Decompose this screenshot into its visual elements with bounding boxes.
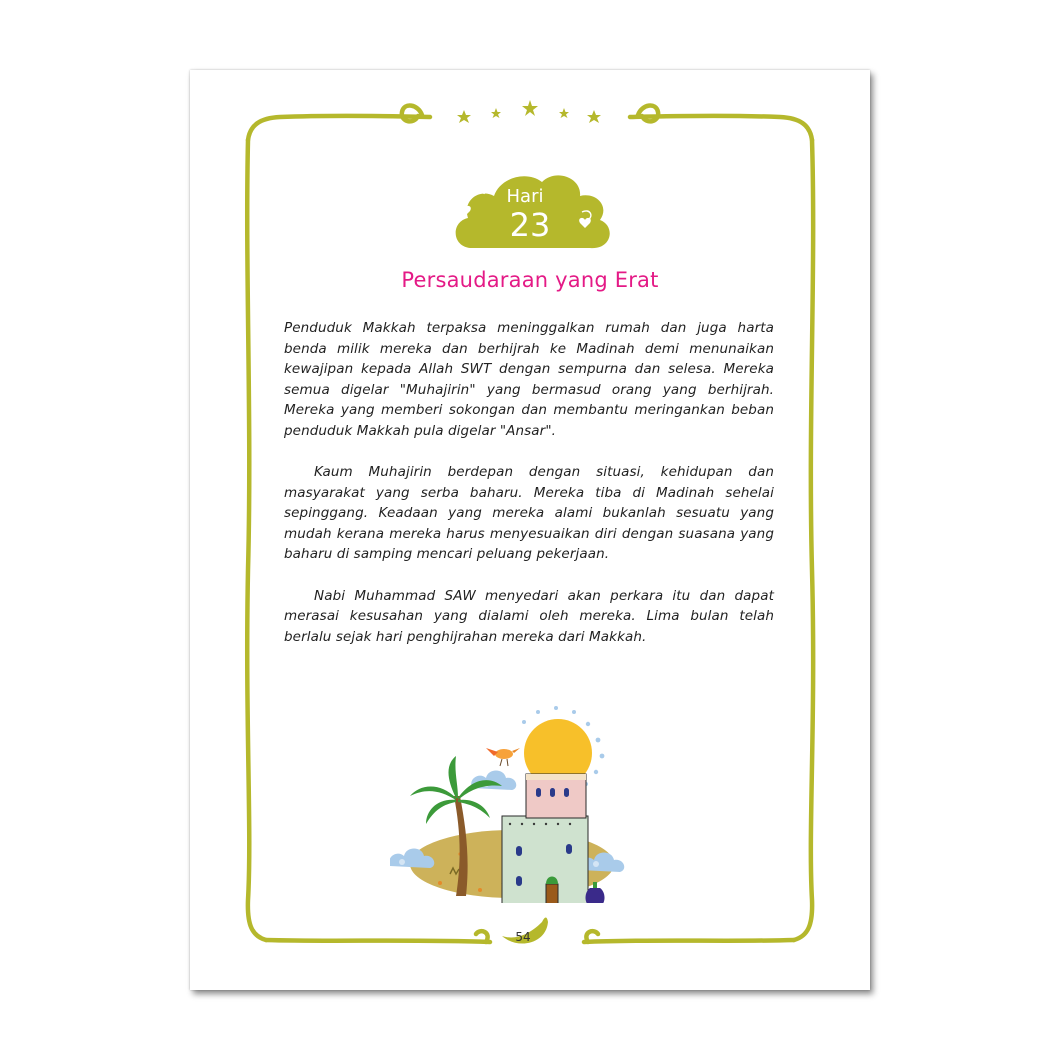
book-page (190, 70, 870, 990)
frame-right (794, 140, 813, 940)
star-icon (457, 100, 601, 123)
paragraph: Penduduk Makkah terpaksa meninggalkan rumah dan juga harta benda milik mereka dan berhijrah ke Madinah demi menunaikan kewajipan kepada Allah SWT dengan sempurna dan selesa. Mereka semua digelar "Muhajirin" yang bermasud orang yang berhijrah. Mereka yang memberi sokongan dan membantu meringankan beban penduduk Makkah pula digelar "Ansar". (284, 320, 774, 439)
frame-left (247, 140, 266, 940)
paragraph: Kaum Muhajirin berdepan dengan situasi, kehidupan dan masyarakat yang serba baharu. Mereka tiba di Madinah sehelai sepinggang. Keadaan yang mereka alami bukanlah sesuatu yang mudah kerana mereka harus menyesuaikan diri dengan suasana yang baharu di samping mencari peluang pekerjaan. (284, 464, 774, 562)
frame-bottom-right (584, 940, 794, 942)
bird-icon (486, 748, 520, 766)
frame-bottom-left (266, 940, 490, 942)
day-label: Hari (506, 186, 544, 207)
page-title: Persaudaraan yang Erat (401, 268, 659, 292)
madinah-illustration (390, 678, 650, 903)
page-number: 54 (515, 930, 531, 944)
day-number: 23 (509, 206, 551, 244)
paragraph: Nabi Muhammad SAW menyedari akan perkara itu dan dapat merasai kesusahan yang dialami oleh mereka. Lima bulan telah berlalu sejak hari penghijrahan mereka dari Makkah. (284, 587, 774, 645)
story-text (284, 318, 774, 668)
